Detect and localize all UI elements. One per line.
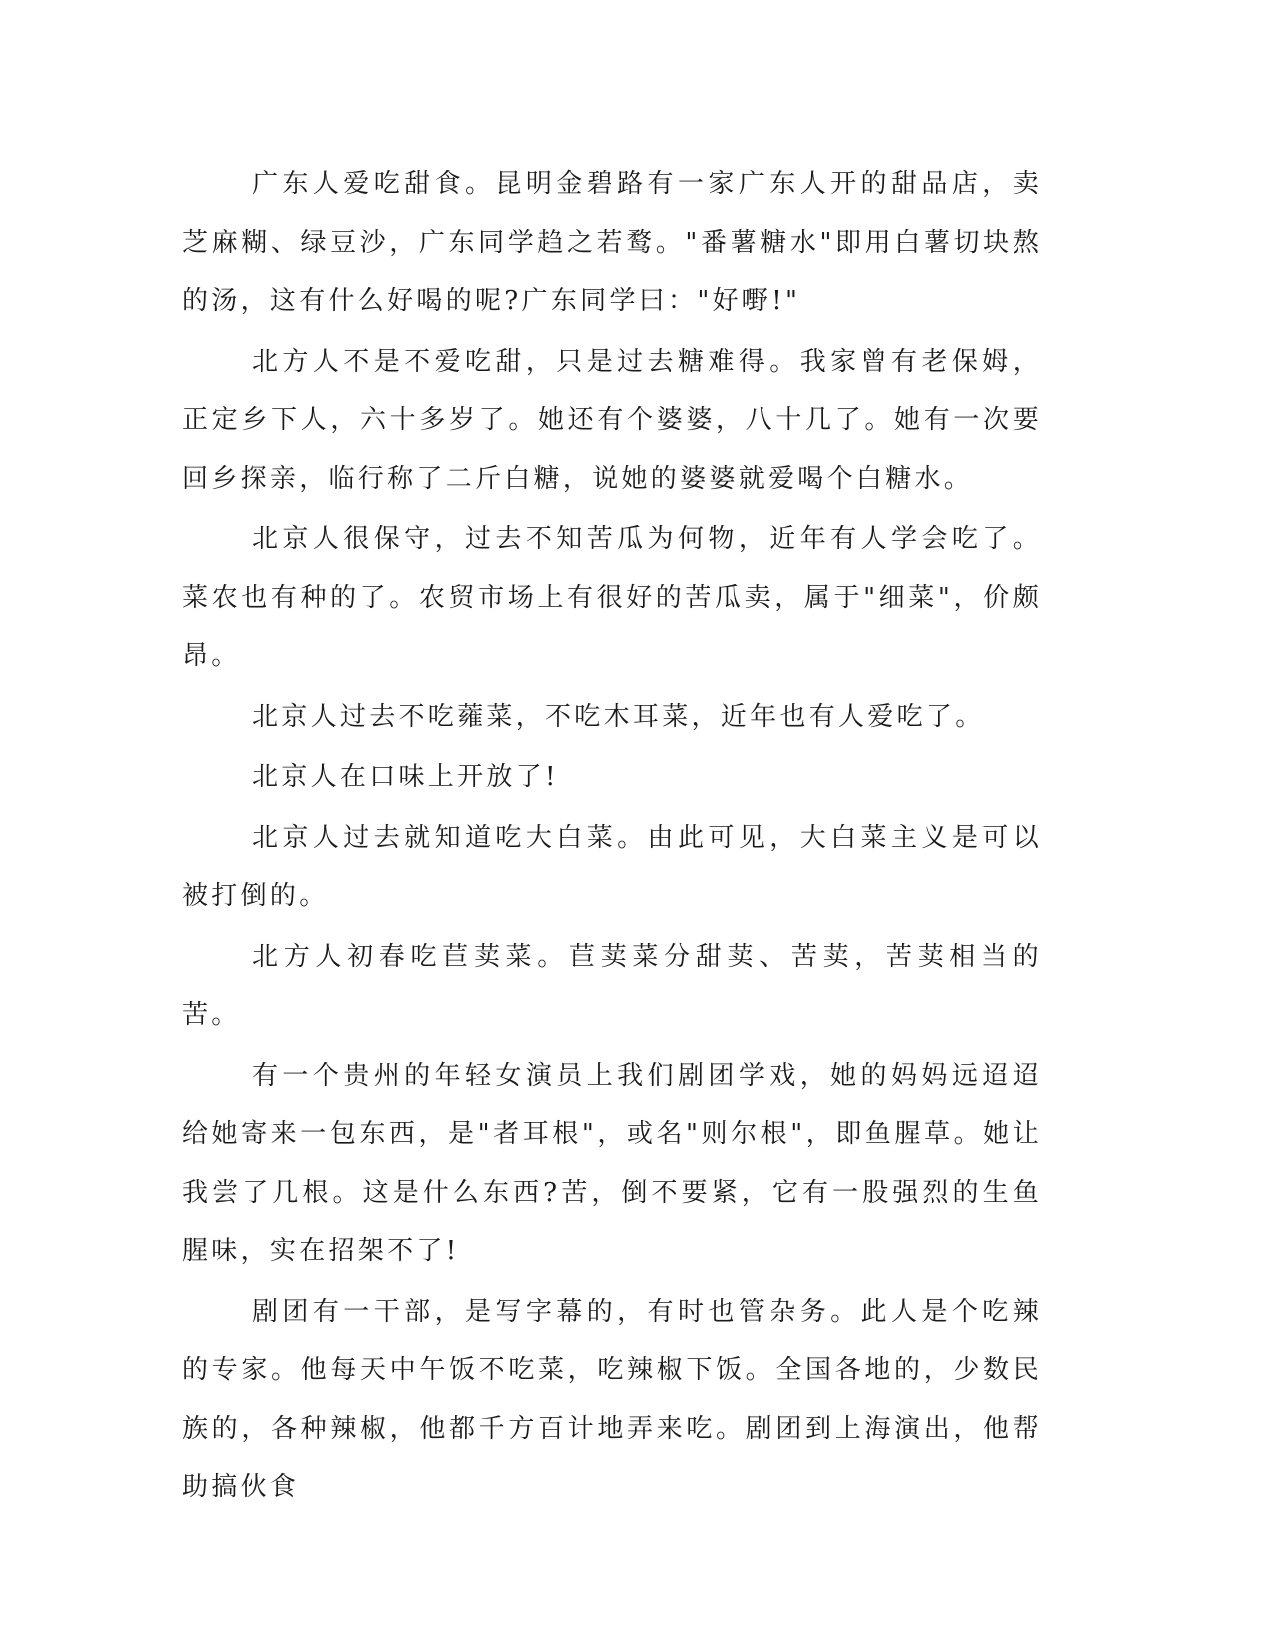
paragraph: 北京人过去就知道吃大白菜。由此可见，大白菜主义是可以被打倒的。 xyxy=(182,822,1042,911)
paragraph: 北京人在口味上开放了! xyxy=(252,762,559,792)
paragraph: 北方人初春吃苣荬菜。苣荬菜分甜荬、苦荬，苦荬相当的苦。 xyxy=(182,941,1042,1030)
paragraph: 剧团有一干部，是写字幕的，有时也管杂务。此人是个吃辣的专家。他每天中午饭不吃菜，吃辣椒下饭。全国各地的，少数民族的，各种辣椒，他都千方百计地弄来吃。剧团到上海演出，他帮助搞伙食 xyxy=(182,1296,1042,1502)
paragraph: 有一个贵州的年轻女演员上我们剧团学戏，她的妈妈远迢迢给她寄来一包东西，是"者耳根"，或名"则尔根"，即鱼腥草。她让我尝了几根。这是什么东西?苦，倒不要紧，它有一股强烈的生鱼腥味，实在招架不了! xyxy=(182,1060,1042,1266)
paragraph: 广东人爱吃甜食。昆明金碧路有一家广东人开的甜品店，卖芝麻糊、绿豆沙，广东同学趋之若鹜。"番薯糖水"即用白薯切块熬的汤，这有什么好喝的呢?广东同学曰："好嘢!" xyxy=(182,169,1042,316)
paragraph: 北京人很保守，过去不知苦瓜为何物，近年有人学会吃了。菜农也有种的了。农贸市场上有很好的苦瓜卖，属于"细菜"，价颇昂。 xyxy=(182,524,1042,671)
paragraph: 北京人过去不吃蕹菜，不吃木耳菜，近年也有人爱吃了。 xyxy=(252,701,985,732)
paragraph: 北方人不是不爱吃甜，只是过去糖难得。我家曾有老保姆，正定乡下人，六十多岁了。她还有个婆婆，八十几了。她有一次要回乡探亲，临行称了二斤白糖，说她的婆婆就爱喝个白糖水。 xyxy=(182,346,1042,494)
document-body xyxy=(182,155,1042,1519)
